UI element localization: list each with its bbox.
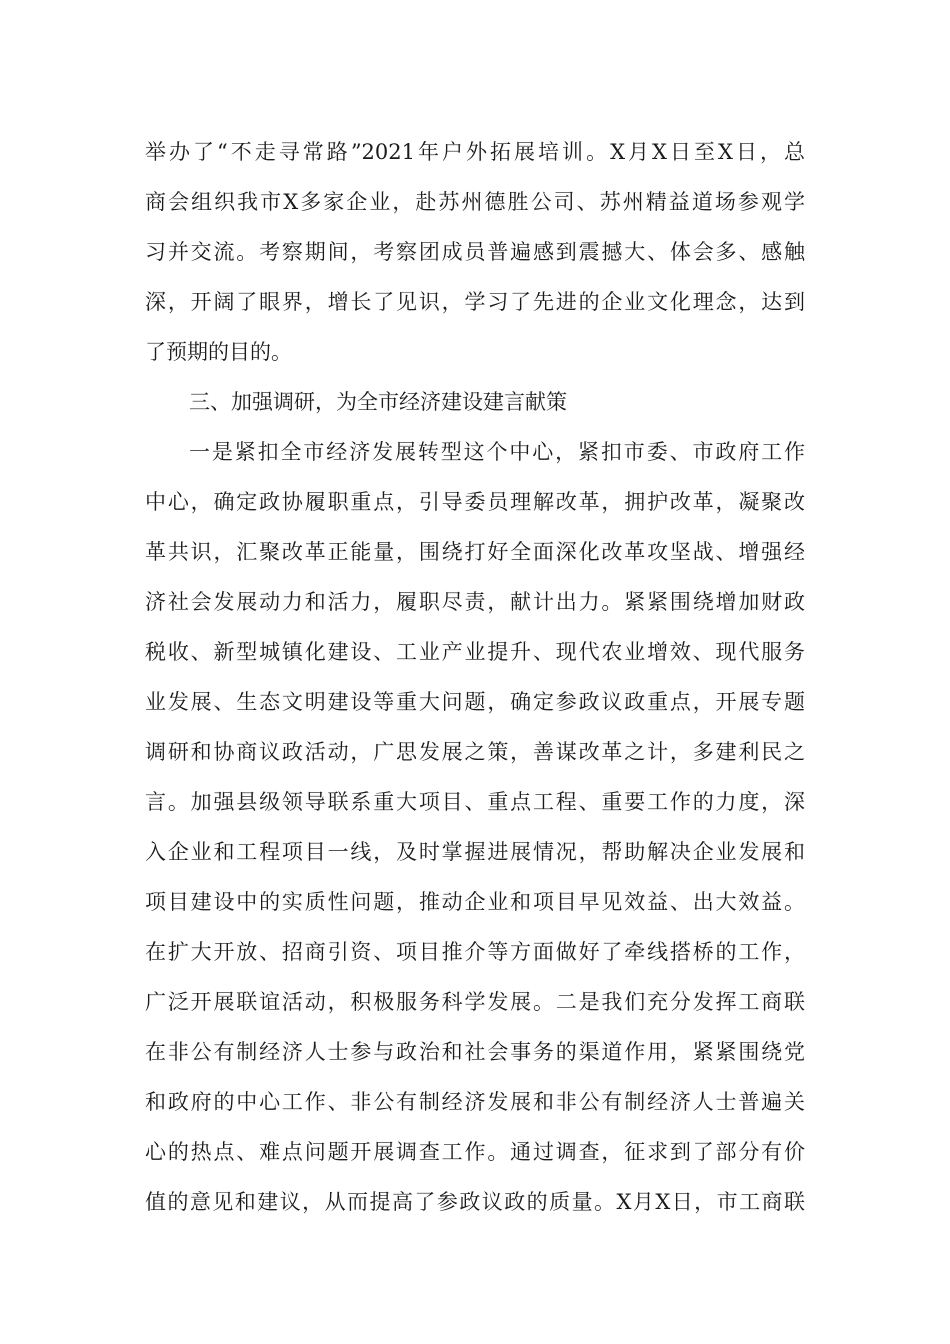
section-heading: 三、加强调研，为全市经济建设建言献策 (189, 390, 567, 414)
text-line: 心的热点、难点问题开展调查工作。通过调查，征求到了部分有价 (145, 1140, 805, 1164)
text-line: 入企业和工程项目一线，及时掌握进展情况，帮助解决企业发展和 (145, 840, 805, 864)
text-line: 了预期的目的。 (145, 340, 292, 364)
text-line: 深，开阔了眼界，增长了见识，学习了先进的企业文化理念，达到 (145, 290, 805, 314)
text-line: 中心，确定政协履职重点，引导委员理解改革，拥护改革，凝聚改 (145, 490, 805, 514)
text-line: 税收、新型城镇化建设、工业产业提升、现代农业增效、现代服务 (145, 640, 805, 664)
text-line: 项目建设中的实质性问题，推动企业和项目早见效益、出大效益。 (145, 890, 805, 914)
document-body (145, 127, 805, 1227)
text-line: 在非公有制经济人士参与政治和社会事务的渠道作用，紧紧围绕党 (145, 1040, 805, 1064)
paragraph-first-line: 一是紧扣全市经济发展转型这个中心，紧扣市委、市政府工作 (189, 440, 805, 464)
text-line: 广泛开展联谊活动，积极服务科学发展。二是我们充分发挥工商联 (145, 990, 805, 1014)
text-line: 济社会发展动力和活力，履职尽责，献计出力。紧紧围绕增加财政 (145, 590, 805, 614)
text-line: 调研和协商议政活动，广思发展之策，善谋改革之计，多建利民之 (145, 740, 805, 764)
text-line: 习并交流。考察期间，考察团成员普遍感到震撼大、体会多、感触 (145, 240, 805, 264)
text-line: 值的意见和建议，从而提高了参政议政的质量。X月X日，市工商联 (145, 1190, 805, 1214)
text-line: 举办了“不走寻常路”2021年户外拓展培训。X月X日至X日，总 (145, 140, 805, 164)
text-line: 业发展、生态文明建设等重大问题，确定参政议政重点，开展专题 (145, 690, 805, 714)
text-line: 和政府的中心工作、非公有制经济发展和非公有制经济人士普遍关 (145, 1090, 805, 1114)
text-line: 言。加强县级领导联系重大项目、重点工程、重要工作的力度，深 (145, 790, 805, 814)
text-line: 商会组织我市X多家企业，赴苏州德胜公司、苏州精益道场参观学 (145, 190, 805, 214)
text-line: 革共识，汇聚改革正能量，围绕打好全面深化改革攻坚战、增强经 (145, 540, 805, 564)
text-line: 在扩大开放、招商引资、项目推介等方面做好了牵线搭桥的工作， (145, 940, 805, 964)
